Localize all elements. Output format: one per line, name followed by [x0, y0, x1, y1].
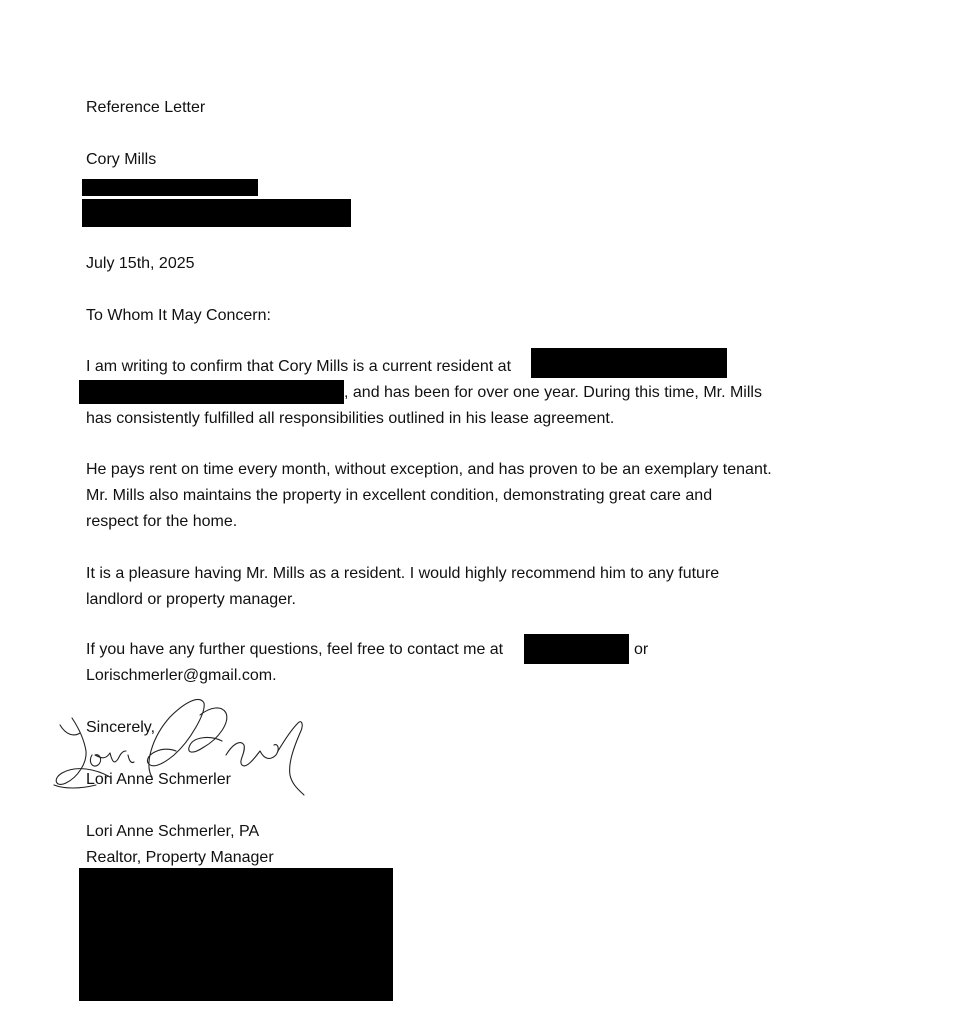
paragraph3-line1: It is a pleasure having Mr. Mills as a resident. I would highly recommend him to any future — [86, 565, 720, 582]
paragraph1-line1: I am writing to confirm that Cory Mills is a current resident at — [86, 358, 512, 375]
redacted-sender-address-line2 — [82, 199, 351, 227]
redacted-phone-number — [524, 634, 629, 664]
redacted-sender-address-line1 — [82, 179, 258, 196]
paragraph2-line3: respect for the home. — [86, 513, 238, 530]
signature-title-name: Lori Anne Schmerler, PA — [86, 823, 260, 840]
redacted-residence-address-part1 — [531, 348, 727, 378]
signed-name: Lori Anne Schmerler — [86, 771, 231, 788]
letter-title: Reference Letter — [86, 99, 206, 116]
salutation: To Whom It May Concern: — [86, 307, 271, 324]
paragraph4-line1-end: or — [634, 641, 649, 658]
redacted-contact-block — [79, 868, 393, 1001]
closing: Sincerely, — [86, 719, 156, 736]
redacted-residence-address-part2 — [79, 380, 344, 404]
sender-name: Cory Mills — [86, 151, 157, 168]
contact-email: Lorischmerler@gmail.com. — [86, 667, 277, 684]
paragraph2-line1: He pays rent on time every month, without exception, and has proven to be an exemplary tenant. — [86, 461, 772, 478]
paragraph3-line2: landlord or property manager. — [86, 591, 296, 608]
signature-role: Realtor, Property Manager — [86, 849, 274, 866]
paragraph2-line2: Mr. Mills also maintains the property in excellent condition, demonstrating great care and — [86, 487, 713, 504]
paragraph1-line2: , and has been for over one year. During this time, Mr. Mills — [344, 384, 762, 401]
paragraph4-line1-start: If you have any further questions, feel free to contact me at — [86, 641, 504, 658]
paragraph1-line3: has consistently fulfilled all responsibilities outlined in his lease agreement. — [86, 410, 615, 427]
letter-date: July 15th, 2025 — [86, 255, 195, 272]
